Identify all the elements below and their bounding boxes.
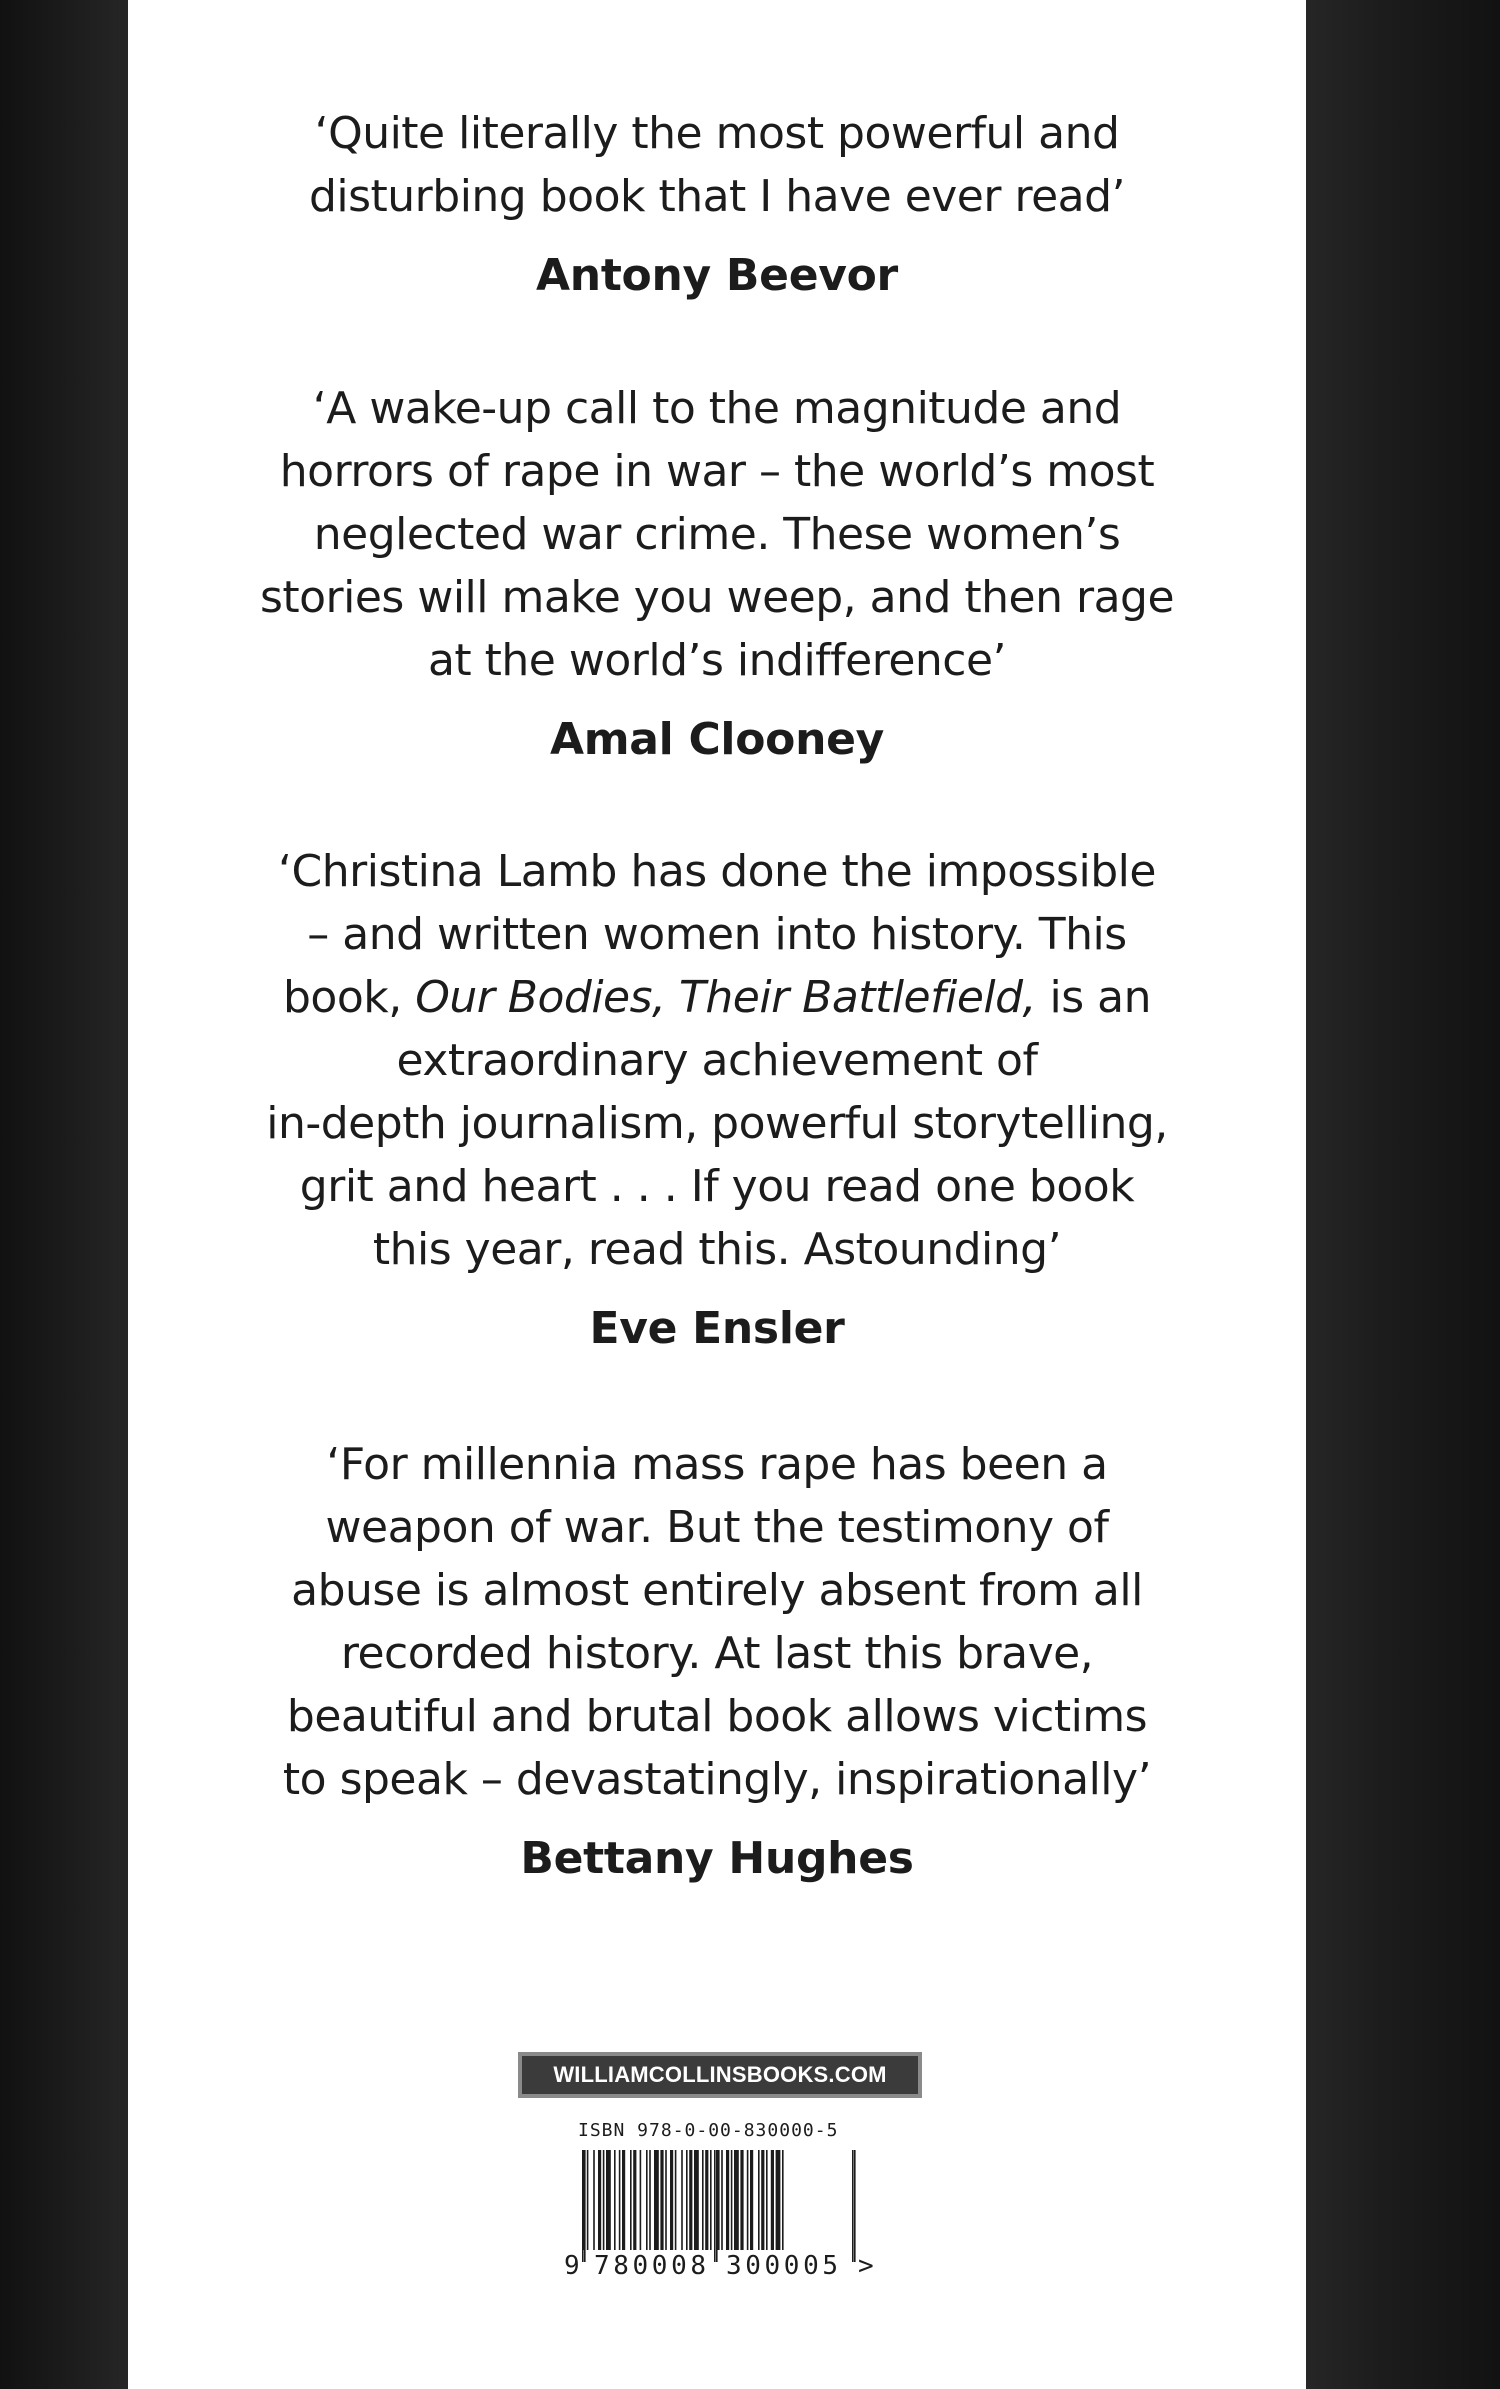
quote-block-1 [128,102,1306,304]
barcode-guard-bar [582,2150,584,2262]
barcode-bar [740,2150,743,2250]
barcode-bar [776,2150,781,2250]
barcode-bar [622,2150,625,2250]
quote-block-4 [128,1433,1306,1887]
barcode-lead-digit: 9 [564,2251,580,2280]
quote-block-3 [128,840,1306,1357]
barcode-bar [686,2150,688,2250]
barcode-bar [731,2150,733,2250]
quote-line: neglected war crime. These women’s [313,509,1121,560]
quote-line: disturbing book that I have ever read’ [308,171,1126,222]
barcode-bar [654,2150,659,2250]
barcode-bar [747,2150,749,2250]
barcode-left-digits: 780008 [594,2251,706,2280]
barcode-bar [761,2150,764,2250]
barcode-bar [721,2150,723,2250]
quote-line: to speak – devastatingly, inspirationally’ [282,1754,1152,1805]
barcode-bar [726,2150,729,2250]
barcode-bar [640,2150,642,2250]
quote-line: weapon of war. But the testimony of [325,1502,1109,1553]
quote-line: this year, read this. Astounding’ [372,1224,1062,1275]
quote-line: at the world’s indifference’ [427,635,1007,686]
quote-attribution: Bettany Hughes [520,1833,914,1884]
right-border [1306,0,1500,2389]
barcode-bar [660,2150,663,2250]
quote-text [128,377,1306,692]
quote-attribution: Eve Ensler [589,1303,845,1354]
barcode-bar [603,2150,605,2250]
barcode-bar [782,2150,784,2250]
publisher-url-badge[interactable]: WILLIAMCOLLINSBOOKS.COM [518,2052,922,2098]
barcode-bar [766,2150,768,2250]
quote-text [128,102,1306,228]
quote-line: abuse is almost entirely absent from all [291,1565,1143,1616]
quote-block-2 [128,377,1306,768]
barcode [564,2150,884,2280]
quote-line-suffix: is an [1036,972,1152,1023]
barcode-bar [630,2150,632,2250]
barcode-end-mark: > [858,2251,874,2280]
barcode-bar [675,2150,677,2250]
quote-line: stories will make you weep, and then rage [259,572,1175,623]
barcode-right-digits: 300005 [726,2251,838,2280]
barcode-guard-bar [854,2150,856,2262]
quote-line: ‘Christina Lamb has done the impossible [278,846,1156,897]
quote-line: ‘Quite literally the most powerful and [314,108,1120,159]
barcode-bar [670,2150,673,2250]
white-panel [128,0,1306,2389]
barcode-bar [710,2150,712,2250]
barcode-bar [694,2150,699,2250]
quote-line: horrors of rape in war – the world’s most [279,446,1155,497]
book-title: Our Bodies, Their Battlefield, [415,972,1037,1023]
barcode-bar [598,2150,601,2250]
barcode-bar [646,2150,648,2250]
quote-text [128,840,1306,1281]
quote-line [128,966,1306,1029]
quote-line: ‘A wake-up call to the magnitude and [312,383,1122,434]
barcode-bar [702,2150,704,2250]
barcode-bar [705,2150,708,2250]
barcode-bar [593,2150,595,2250]
quote-text [128,1433,1306,1811]
isbn-label: ISBN 978-0-00-830000-5 [578,2120,839,2141]
barcode-bar [689,2150,692,2250]
barcode-bar [665,2150,667,2250]
barcode-bars [582,2150,856,2262]
barcode-bar [633,2150,636,2250]
quote-line: in-depth journalism, powerful storytelling, [266,1098,1168,1149]
barcode-bar [681,2150,683,2250]
quote-attribution: Antony Beevor [536,250,898,301]
barcode-guard-bar [584,2150,586,2262]
quote-line-prefix: book, [282,972,416,1023]
left-border [0,0,128,2389]
barcode-bar [619,2150,621,2250]
quote-line: beautiful and brutal book allows victims [286,1691,1148,1742]
barcode-bar [771,2150,774,2250]
quote-attribution: Amal Clooney [549,714,885,765]
barcode-bar [614,2150,616,2250]
barcode-bar [587,2150,589,2250]
barcode-bar [758,2150,760,2250]
quote-line: ‘For millennia mass rape has been a [326,1439,1108,1490]
quote-line: grit and heart . . . If you read one book [299,1161,1135,1212]
barcode-bar [606,2150,611,2250]
barcode-bar [734,2150,739,2250]
barcode-guard-bar [714,2150,716,2262]
quote-line: extraordinary achievement of [396,1035,1038,1086]
quote-line: recorded history. At last this brave, [340,1628,1094,1679]
quote-line: – and written women into history. This [307,909,1127,960]
barcode-guard-bar [716,2150,718,2262]
barcode-bar [649,2150,651,2250]
barcode-guard-bar [852,2150,854,2262]
barcode-bar [750,2150,753,2250]
